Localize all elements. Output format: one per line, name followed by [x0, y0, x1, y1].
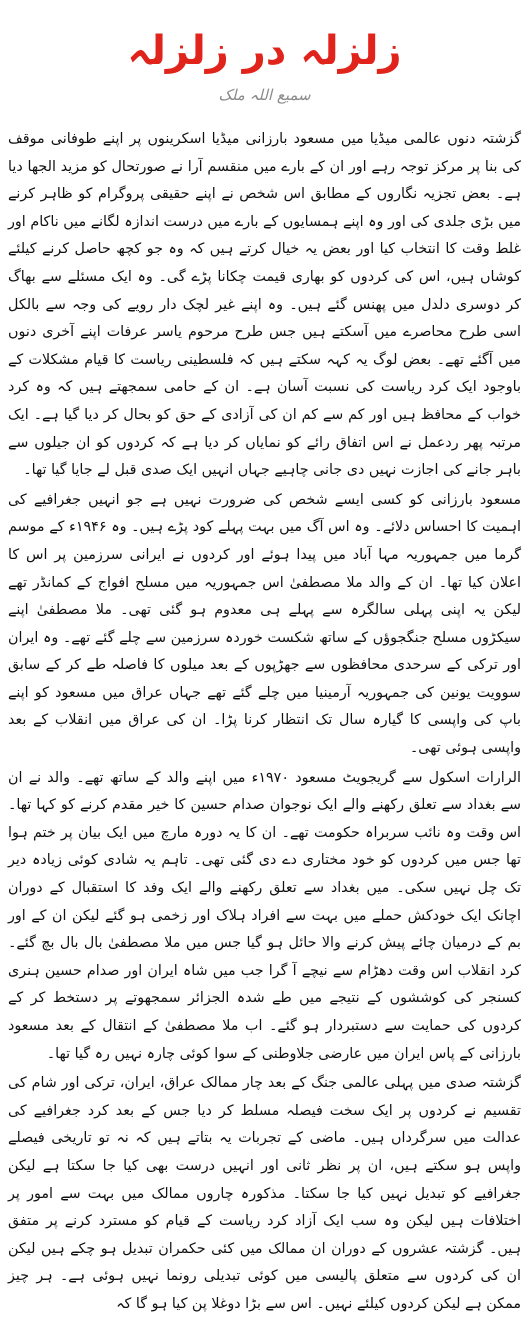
- author-signature: سمیع اللہ ملک: [218, 86, 311, 104]
- paragraph-1: گزشتہ دنوں عالمی میڈیا میں مسعود بارزانی میڈیا اسکرینوں پر اپنے طوفانی موقف کی بنا پر مرکز توجہ رہے اور ان کے بارے میں منقسم آرا نے صورتحال کو مزید الجھا دیا ہے۔ بعض تجزیہ نگاروں کے مطابق اس شخص نے اپنے حقیقی پروگرام کو ظاہر کرنے میں بڑی جلدی کی اور وہ اپنے ہمسایوں کے بارے میں درست اندازہ لگانے میں ناکام اور غلط وقت کا انتخاب کیا اور بعض یہ خیال کرتے ہیں کہ وہ جو کچھ حاصل کرنے کیلئے کوشاں ہیں، اس کی کردوں کو بھاری قیمت چکانا پڑے گی۔ وہ ایک مسئلے سے بھاگ کر دوسری دلدل میں پھنس گئے ہیں۔ وہ اپنے غیر لچک دار رویے کی وجہ سے بالکل اسی طرح محاصرے میں آسکتے ہیں جس طرح مرحوم یاسر عرفات اپنے آخری دنوں میں آگئے تھے۔ بعض لوگ یہ کہہ سکتے ہیں کہ فلسطینی ریاست کا قیام مشکلات کے باوجود ایک کرد ریاست کی نسبت آسان ہے۔ ان کے حامی سمجھتے ہیں کہ وہ کرد خواب کے محافظ ہیں اور کم سے کم ان کی آزادی کے حق کو بحال کر دیا گیا ہے۔ ایک مرتبہ پھر ردعمل نے اس اتفاق رائے کو نمایاں کر دیا ہے کہ کردوں کو ان جیلوں سے باہر جانے کی اجازت نہیں دی جانی چاہیے جہاں انہیں ایک صدی قبل لے جایا گیا تھا۔: [8, 131, 521, 479]
- paragraph-3: الرارات اسکول سے گریجویٹ مسعود ۱۹۷۰ء میں اپنے والد کے ساتھ تھے۔ والد نے ان سے بغداد سے تعلق رکھنے والے ایک نوجوان صدام حسین کا خیر مقدم کرنے کو کہا تھا۔ اس وقت وہ نائب سربراہ حکومت تھے۔ ان کا یہ دورہ مارچ میں ایک بیان پر ختم ہوا تھا جس میں کردوں کو خود مختاری دے دی گئی تھی۔ تاہم یہ شادی کوئی زیادہ دیر تک چل نہیں سکی۔ میں بغداد سے تعلق رکھنے والے ایک وفد کا استقبال کے دوران اچانک ایک خودکش حملے میں بہت سے افراد ہلاک اور زخمی ہو گئے لیکن ان کے اور بم کے درمیان چائے پیش کرنے والا حائل ہو گیا جس میں ملا مصطفیٰ بال بال بچ گئے۔ کرد انقلاب اس وقت دھڑام سے نیچے آ گرا جب میں شاہ ایران اور صدام حسین ہنری کسنجر کی کوششوں کے نتیجے میں طے شدہ الجزائر سمجھوتے پر دستخط کر کے کردوں کی حمایت سے دستبردار ہو گئے۔ اب ملا مصطفیٰ کے انتقال کے بعد مسعود بارزانی کے پاس ایران میں عارضی جلاوطنی کے سوا کوئی چارہ نہیں رہ گیا تھا۔: [8, 769, 521, 1062]
- article-body: [8, 126, 521, 1319]
- paragraph-4: گزشتہ صدی میں پہلی عالمی جنگ کے بعد چار ممالک عراق، ایران، ترکی اور شام کی تقسیم نے کردوں پر ایک سخت فیصلہ مسلط کر دیا جس کے بعد کرد جغرافیے کی عدالت میں سرگرداں ہیں۔ ماضی کے تجربات یہ بتاتے ہیں کہ نہ تو تاریخی فیصلے واپس ہو سکتے ہیں، ان پر نظر ثانی اور انہیں درست بھی کیا جا سکتا ہے لیکن جغرافیے کو تبدیل نہیں کیا جا سکتا۔ مذکورہ چاروں ممالک میں بہت سے امور پر اختلافات ہیں لیکن وہ سب ایک آزاد کرد ریاست کے قیام کو مسترد کرنے پر متفق ہیں۔ گزشتہ عشروں کے دوران ان ممالک میں کئی حکمران تبدیل ہو چکے ہیں لیکن ان کی کردوں سے متعلق پالیسی میں کوئی تبدیلی رونما نہیں ہوئی ہے۔ ہر چیز ممکن ہے لیکن کردوں کیلئے نہیں۔ اس سے بڑا دوغلا پن کیا ہو گا کہ: [8, 1075, 521, 1312]
- paragraph-2: مسعود بارزانی کو کسی ایسے شخص کی ضرورت نہیں ہے جو انہیں جغرافیے کی اہمیت کا احساس دلائے۔ وہ اس آگ میں بہت پہلے کود پڑے ہیں۔ وہ ۱۹۴۶ء کے موسم گرما میں جمہوریہ مہا آباد میں پیدا ہوئے اور کردوں نے ایرانی سرزمین پر اس کا اعلان کیا تھا۔ ان کے والد ملا مصطفیٰ اس جمہوریہ میں مسلح افواج کے کمانڈر تھے لیکن یہ اپنی پہلی سالگرہ سے پہلے ہی معدوم ہو گئی تھی۔ ملا مصطفیٰ اپنے سیکڑوں مسلح جنگجوؤں کے ساتھ شکست خوردہ سرزمین سے چلے گئے تھے۔ وہ ایران اور ترکی کے سرحدی محافظوں سے جھڑپوں کے بعد میلوں کا فاصلہ طے کر کے سابق سوویت یونین کی جمہوریہ آرمینیا میں چلے گئے تھے جہاں عراق میں مسعود کو اپنے باپ کی واپسی کا گیارہ سال تک انتظار کرنا پڑا۔ ان کی عراق میں انقلاب کے بعد واپسی ہوئی تھی۔: [8, 491, 521, 757]
- article-title: زلزلہ در زلزلہ: [127, 28, 402, 74]
